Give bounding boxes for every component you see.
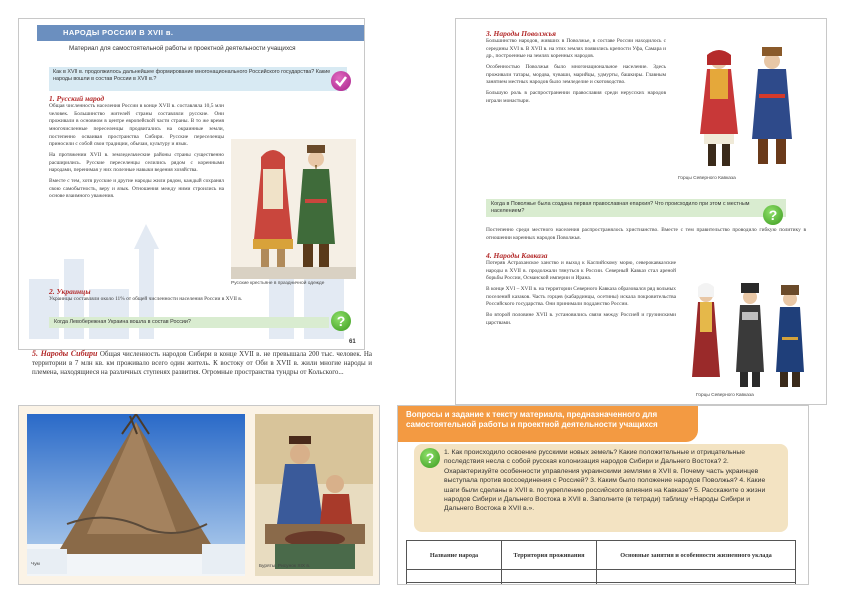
table-header: Название народа [407,541,502,570]
section-ukrainians [49,287,349,304]
chapter-subtitle: Материал для самостоятельной работы и проектной деятельности учащихся [69,45,296,52]
section-title: 1. Русский народ [49,94,105,103]
illustration-caption: Горцы Северного Кавказа [696,393,754,398]
photo-page [18,405,380,585]
questions-text: 1. Как происходило освоение русскими новых земель? Какие положительные и отрицательные последствия несла с собой русская колонизация народов Сибири и Дальнего Востока? 2. Охарактеризуйте особенности управления украинскими землями в XVII в. Почему часть украинцев выступала против воссоединения с Россией? 3. Каким было положение народов Поволжья? 4. Какие шаги были сделаны в XVII в. по укреплению российского влияния на Кавказе? 5. Расскажите о жизни народов Сибири и Дальнего Востока в XVII в. Заполните (в тетради) таблицу «Народы Сибири и Дальнего Востока в XVII в.». [444,449,766,513]
questions-list [414,444,788,532]
caucasus-highlanders-illustration [678,277,818,392]
peoples-table [406,540,796,585]
page-number: 61 [349,339,356,345]
section-paragraph: Потеряв Астраханское ханство и выход к Каспийскому морю, северокавказские народы в XVII в. продолжали тянуться к России. Северный Кавказ стал ареной борьбы России, Османской империи и Ирана. [486,260,676,282]
section-title: 2. Украинцы [49,287,91,296]
section-paragraph: Общая численность населения России в конце XVII в. составляла 10,5 млн человек. Большинство жителей страны составляли русские. Они проживали в основном в центре европейской части страны. В то же время многочисленные переселенцы продвигались на окраинные земли, постепенно осваивая пространства Сибири. Русские переселенцы приносили с собой свои традиции, обычаи, культуру и язык. [49,103,224,148]
table-row [407,583,796,586]
section-paragraph: Особенностью Поволжья было многонациональное население. Здесь проживали татары, мордва, чуваши, марийцы, удмурты, башкиры. Главным занятием местных народов было земледелие и скотоводство. [486,64,666,86]
section-paragraph: Большинство народов, живших в Поволжье, в составе России находилось с середины XVI в. В XVII в. на этих землях появились крепости Уфа, Самара и др., построенные на землях коренных народов. [486,38,666,60]
buryats-drawing [255,414,373,576]
section-volga-peoples [486,29,666,105]
question-icon: ? [763,205,783,225]
section-siberia-preview [32,349,372,378]
checkmark-icon [331,71,351,91]
section-paragraph: На протяжении XVII в. земледельческие районы страны существенно расширились. Русские переселенцы селились рядом с коренными народами, перенимая у них полезные навыки ведения хозяйства. [49,152,224,174]
russian-peasants-illustration [231,139,356,279]
table-header: Территория проживания [502,541,597,570]
questions-page [397,405,809,585]
table-header: Основные занятия и особенности жизненного уклада [597,541,796,570]
chum-photo [27,414,245,576]
question-icon: ? [331,311,351,331]
photo-caption: Буряты. Рисунок XIX в. [259,564,311,569]
question-box: Когда Левобережная Украина вошла в состав России? [49,317,329,328]
question-icon: ? [420,448,440,468]
section-caucasus-peoples [486,251,676,327]
table-row [407,570,796,583]
bashkir-people-illustration [674,39,814,174]
section-paragraph: Во второй половине XVII в. установились связи между Россией и грузинскими царствами. [486,312,676,326]
section-title: 4. Народы Кавказа [486,251,548,260]
chapter-header: НАРОДЫ РОССИИ В XVII в. [37,25,365,41]
section-paragraph: Общая численность народов Сибири в конце XVII в. не превышала 200 тыс. человек. На территории в 7 млн кв. км проживало всего один житель. К востоку от Оби в XVII в. жили многие народы и племена, находящиеся на различных ступенях развития. Огромные пространства тундры от Кольского... [32,350,373,377]
section-paragraph: Вместе с тем, хотя русские и другие народы жили рядом, каждый сохранял свою самобытность, веру и язык. Отношения между ними строились на основе взаимного уважения. [49,178,224,200]
illustration-caption: Русские крестьяне в праздничной одежде [231,281,325,286]
section-paragraph: Большую роль в распространении православия среди нерусских народов играли монастыри. [486,90,666,104]
section-paragraph: Постепенно среди местного населения распространялось христианство. Вместе с тем правительство проводило гибкую политику в отношении коренных народов Поволжья. [486,227,806,241]
section-russian-people [49,94,224,201]
photo-caption: Чум [31,562,40,567]
illustration-caption: Горцы Северного Кавказа [678,176,736,181]
section-title: 3. Народы Поволжья [486,29,556,38]
section-paragraph: Украинцы составляли около 11% от общей численности населения России в XVII в. [49,296,243,302]
section-title: 5. Народы Сибири [32,349,98,358]
lesson-goal-box: Как в XVII в. продолжилось дальнейшее формирование многонационального Российского государства? Какие народы вошли в состав России в XVII в.? [49,67,347,91]
question-box: Когда в Поволжье была создана первая православная епархия? Что происходило при этом с местным населением? [486,199,786,217]
section-paragraph: В конце XVI – XVII в. на территории Северного Кавказа образовался ряд вольных поселений казаков. Часть горцев (кабардинцы, осетины) искала покровительства Российского государства. Они принимали подданство России. [486,286,676,308]
questions-header: Вопросы и задание к тексту материала, предназначенного для самостоятельной работы и проектной деятельности учащихся [398,406,698,442]
textbook-page-left [18,18,365,350]
textbook-page-right [455,18,827,405]
